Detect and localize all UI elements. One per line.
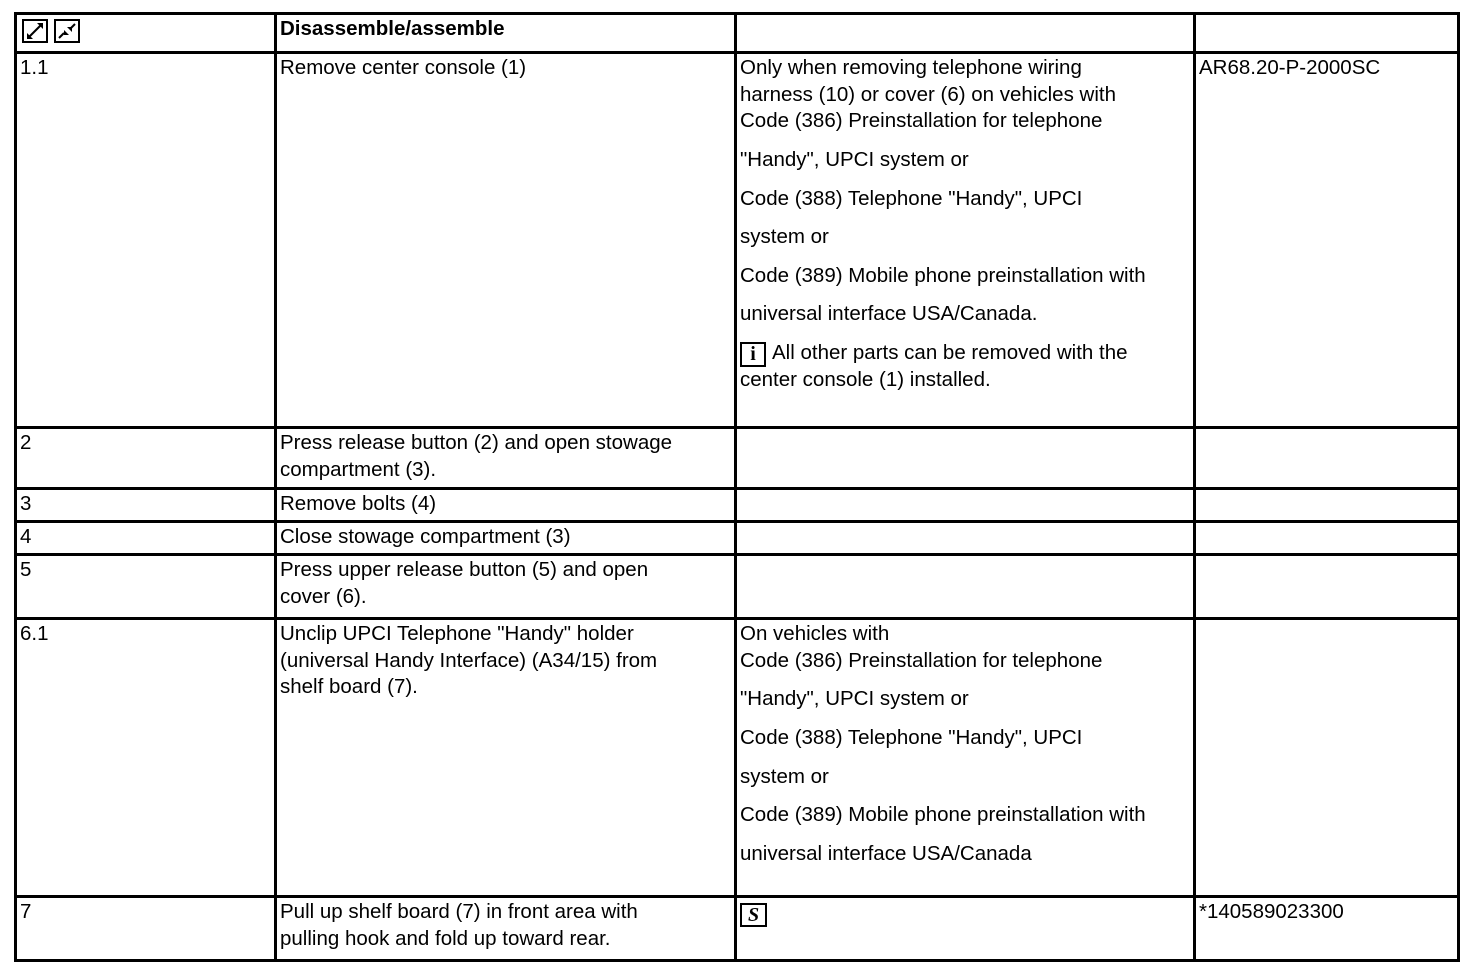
- reference-link[interactable]: *140589023300: [1195, 897, 1459, 961]
- note-line: Code (388) Telephone "Handy", UPCI: [740, 725, 1083, 749]
- note-line: Code (386) Preinstallation for telephone: [740, 109, 1103, 133]
- action-line: Press release button (2) and open stowage: [280, 431, 673, 454]
- header-empty-cell: [736, 14, 1195, 53]
- step-notes: [736, 619, 1195, 897]
- collapse-all-icon[interactable]: [54, 19, 80, 43]
- note-line: Code (389) Mobile phone preinstallation with: [740, 263, 1146, 287]
- step-reference: [1195, 522, 1459, 555]
- step-reference: [1195, 555, 1459, 619]
- step-action: [276, 555, 736, 619]
- table-row: [16, 619, 1459, 897]
- action-line: shelf board (7).: [280, 675, 418, 699]
- step-number: 2: [16, 428, 276, 489]
- step-notes: [736, 897, 1195, 961]
- info-note: [740, 340, 1190, 367]
- step-action: Close stowage compartment (3): [276, 522, 736, 555]
- note-line: harness (10) or cover (6) on vehicles with: [740, 82, 1116, 106]
- header-icons-cell: [16, 14, 276, 53]
- note-line: universal interface USA/Canada: [740, 841, 1032, 865]
- step-notes: [736, 53, 1195, 428]
- step-number: 3: [16, 489, 276, 522]
- special-tool-icon[interactable]: S: [740, 903, 767, 927]
- info-text: center console (1) installed.: [740, 368, 991, 392]
- note-line: system or: [740, 225, 829, 249]
- table-row: [16, 555, 1459, 619]
- header-title: Disassemble/assemble: [276, 14, 736, 53]
- step-reference: [1195, 619, 1459, 897]
- procedure-table: [14, 12, 1460, 962]
- expand-all-icon[interactable]: [22, 19, 48, 43]
- table-row: [16, 428, 1459, 489]
- table-row: [16, 489, 1459, 522]
- step-number: 6.1: [16, 619, 276, 897]
- step-reference: [1195, 489, 1459, 522]
- step-action: [276, 897, 736, 961]
- action-line: Pull up shelf board (7) in front area with: [280, 900, 638, 923]
- table-header-row: [16, 14, 1459, 53]
- step-number: 5: [16, 555, 276, 619]
- note-line: universal interface USA/Canada.: [740, 302, 1038, 326]
- step-action: Remove center console (1): [276, 53, 736, 428]
- note-line: Code (388) Telephone "Handy", UPCI: [740, 186, 1083, 210]
- note-line: On vehicles with: [740, 622, 890, 645]
- note-line: Code (386) Preinstallation for telephone: [740, 648, 1103, 672]
- info-icon[interactable]: i: [740, 342, 766, 367]
- action-line: pulling hook and fold up toward rear.: [280, 926, 611, 950]
- step-action: Remove bolts (4): [276, 489, 736, 522]
- action-line: (universal Handy Interface) (A34/15) from: [280, 648, 658, 672]
- action-line: compartment (3).: [280, 457, 437, 481]
- note-line: "Handy", UPCI system or: [740, 147, 969, 171]
- step-action: [276, 428, 736, 489]
- step-number: 4: [16, 522, 276, 555]
- action-line: Press upper release button (5) and open: [280, 558, 649, 581]
- note-line: "Handy", UPCI system or: [740, 687, 969, 711]
- note-line: Code (389) Mobile phone preinstallation with: [740, 803, 1146, 827]
- reference-link[interactable]: AR68.20-P-2000SC: [1195, 53, 1459, 428]
- note-line: Only when removing telephone wiring: [740, 56, 1082, 79]
- step-notes: [736, 555, 1195, 619]
- table-row: [16, 897, 1459, 961]
- action-line: Unclip UPCI Telephone "Handy" holder: [280, 622, 634, 645]
- step-number: 1.1: [16, 53, 276, 428]
- note-line: system or: [740, 764, 829, 788]
- step-notes: [736, 428, 1195, 489]
- header-empty-cell: [1195, 14, 1459, 53]
- step-action: [276, 619, 736, 897]
- step-number: 7: [16, 897, 276, 961]
- step-notes: [736, 489, 1195, 522]
- info-text: All other parts can be removed with the: [772, 341, 1128, 365]
- step-reference: [1195, 428, 1459, 489]
- table-row: [16, 522, 1459, 555]
- step-notes: [736, 522, 1195, 555]
- table-row: [16, 53, 1459, 428]
- action-line: cover (6).: [280, 584, 367, 608]
